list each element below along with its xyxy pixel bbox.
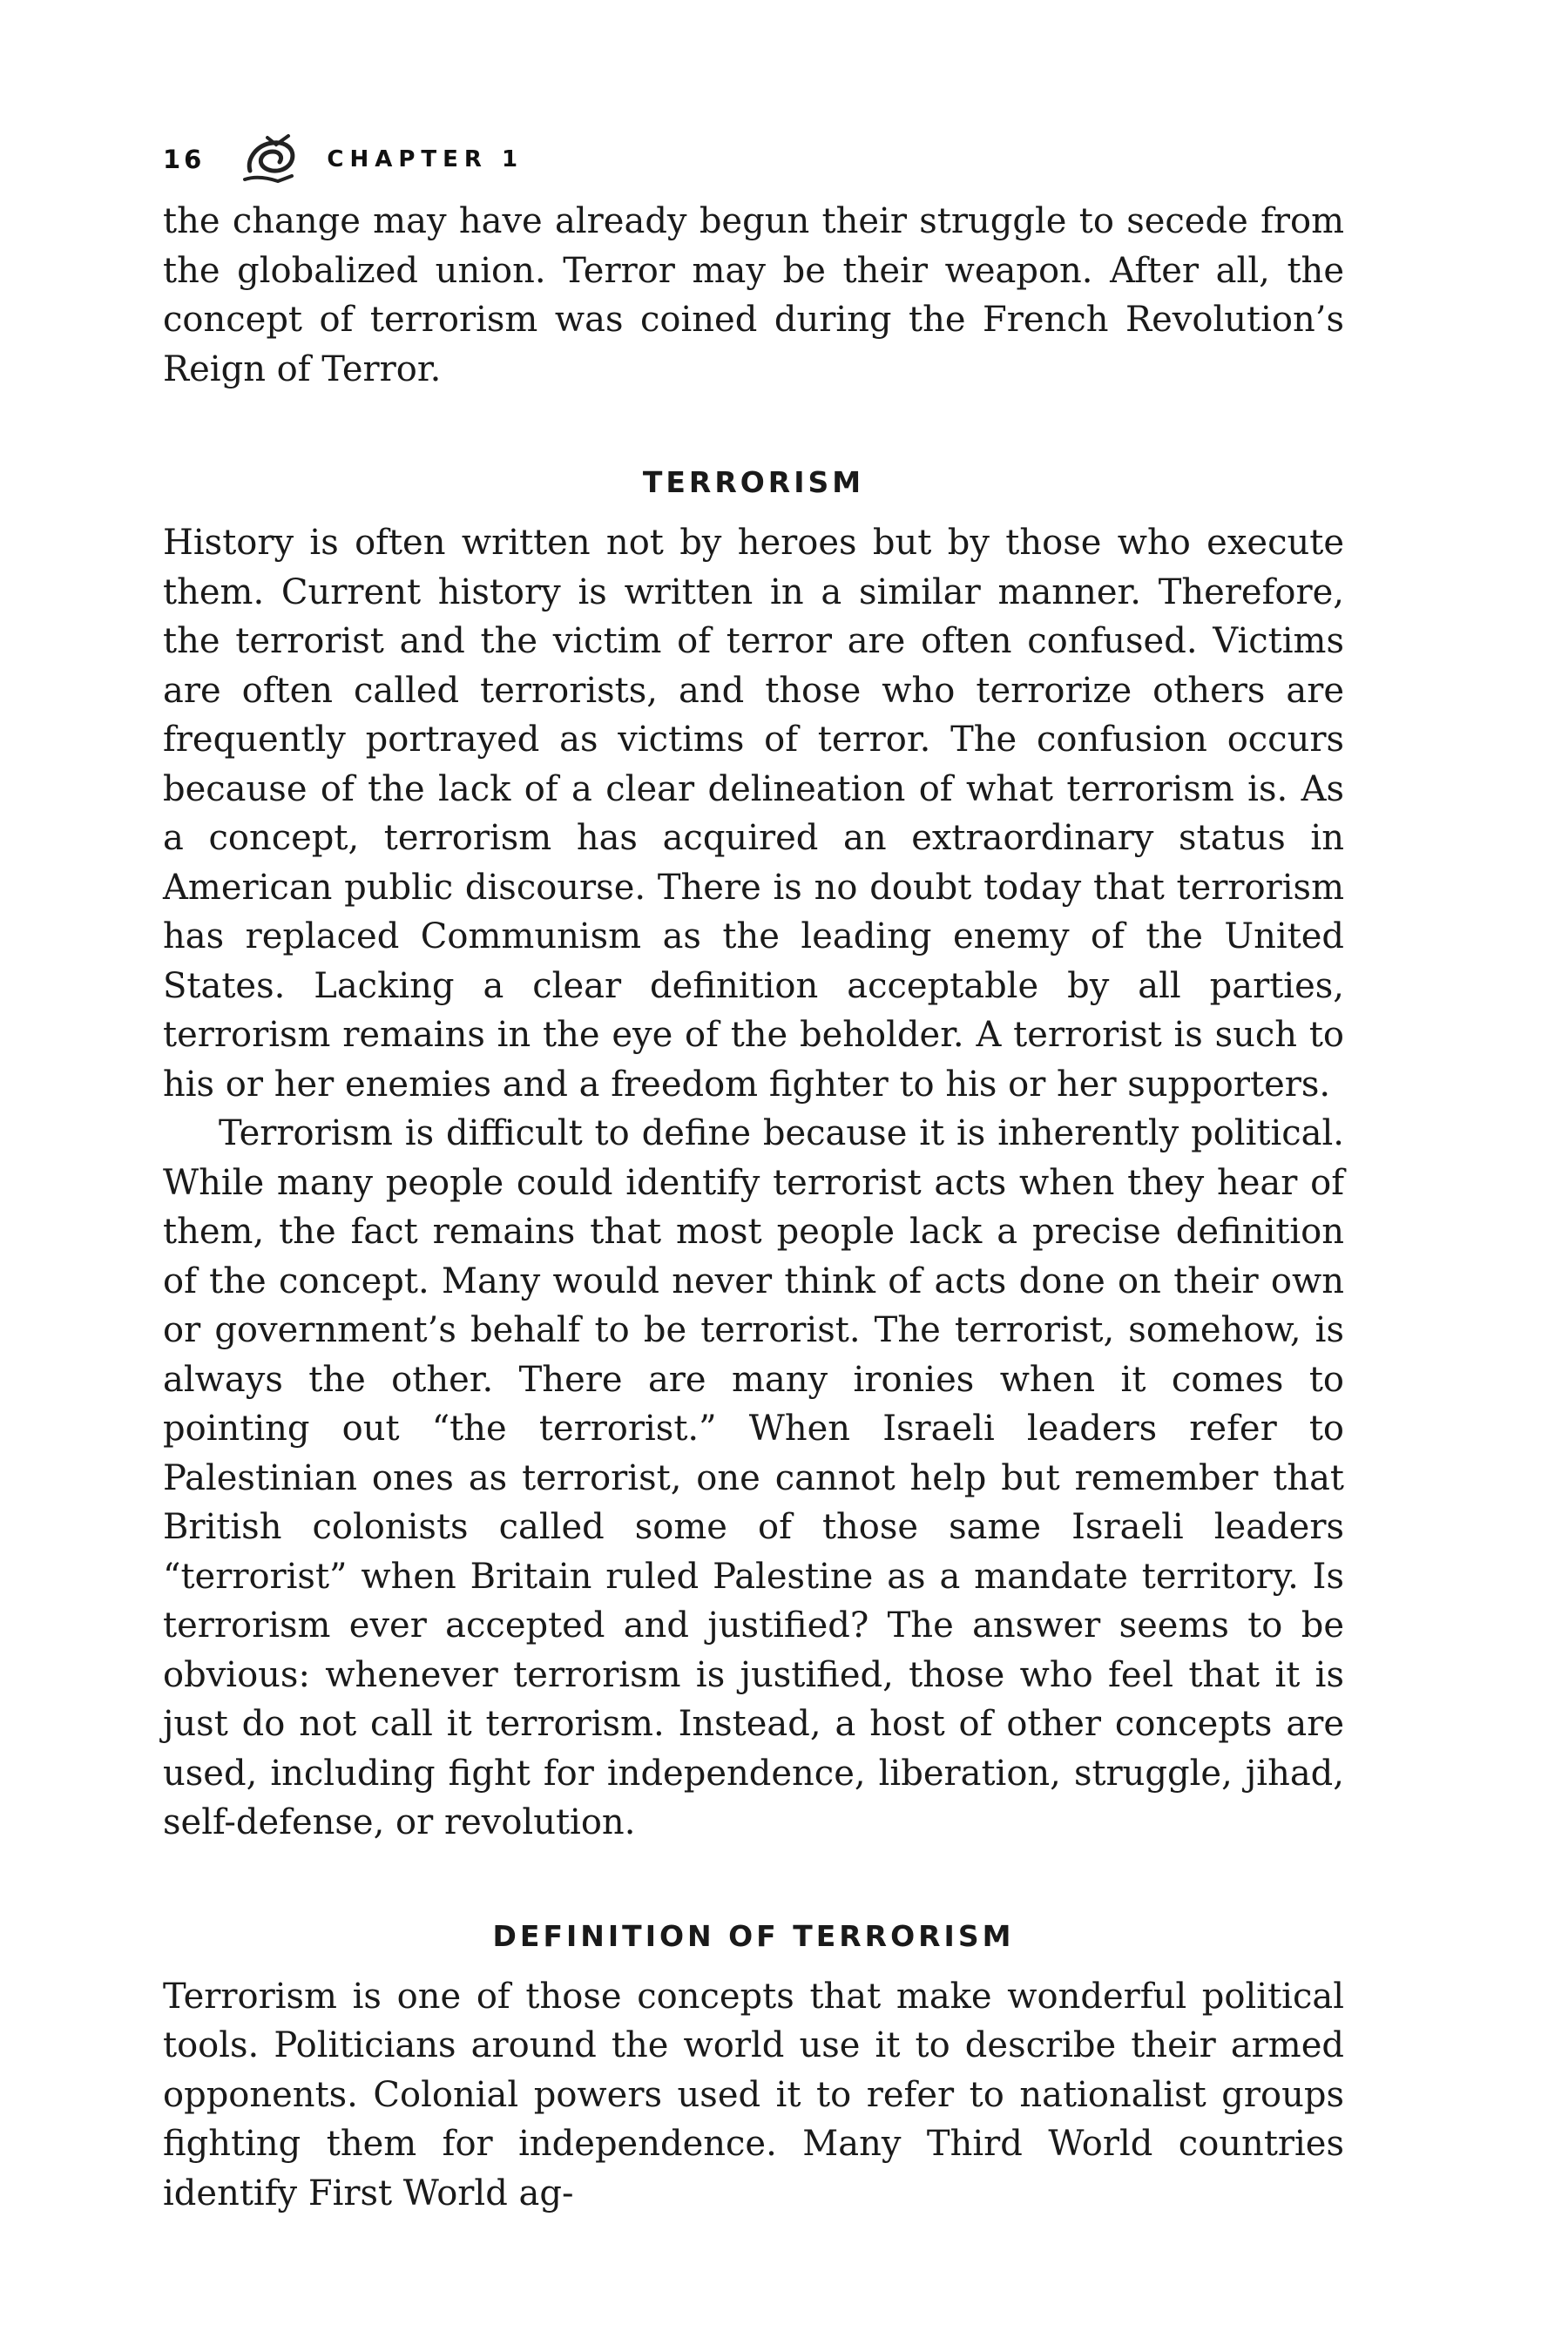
- body-paragraph: History is often written not by heroes but by those who execute them. Current history is written in a similar manner. Therefore, the terrorist and the victim of terror are often confused. Victims are often called terrorists, and those who terrorize others are frequently portrayed as victims of terror. The confusion occurs because of the lack of a clear delineation of what terrorism is. As a concept, terrorism has acquired an extraordinary status in American public discourse. There is no doubt today that terrorism has replaced Communism as the leading enemy of the United States. Lacking a clear definition acceptable by all parties, terrorism remains in the eye of the beholder. A terrorist is such to his or her enemies and a freedom fighter to his or her supporters.: [163, 523, 1344, 1105]
- swirl-ornament-icon: [241, 132, 299, 186]
- section-heading-terrorism: TERRORISM: [642, 465, 865, 499]
- intro-paragraph: the change may have already begun their struggle to secede from the globalized union. Terror may be their weapon. After all, the concept of terrorism was coined during the French Revolution’s Reign of Terror.: [163, 201, 1344, 389]
- body-paragraph: Terrorism is one of those concepts that make wonderful political tools. Politicians around the world use it to describe their armed opponents. Colonial powers used it to refer to nationalist groups fighting them for independence. Many Third World countries identify First World ag-: [163, 1976, 1344, 2213]
- running-head: [163, 131, 1344, 188]
- book-page: [163, 131, 1344, 2218]
- body-paragraph: Terrorism is difficult to define because it is inherently political. While many people could identify terrorist acts when they hear of them, the fact remains that most people lack a precise definition of the concept. Many would never think of acts done on their own or government’s behalf to be terrorist. The terrorist, somehow, is always the other. There are many ironies when it comes to pointing out “the terrorist.” When Israeli leaders refer to Palestinian ones as terrorist, one cannot help but remember that British colonists called some of those same Israeli leaders “terrorist” when Britain ruled Palestine as a mandate territory. Is terrorism ever accepted and justified? The answer seems to be obvious: whenever terrorism is justified, those who feel that it is just do not call it terrorism. Instead, a host of other concepts are used, including fight for independence, liberation, struggle, jihad, self-defense, or revolution.: [163, 1113, 1344, 1842]
- chapter-label: CHAPTER 1: [327, 146, 524, 172]
- section-heading-definition: DEFINITION OF TERRORISM: [492, 1918, 1015, 1953]
- page-number: 16: [163, 145, 206, 174]
